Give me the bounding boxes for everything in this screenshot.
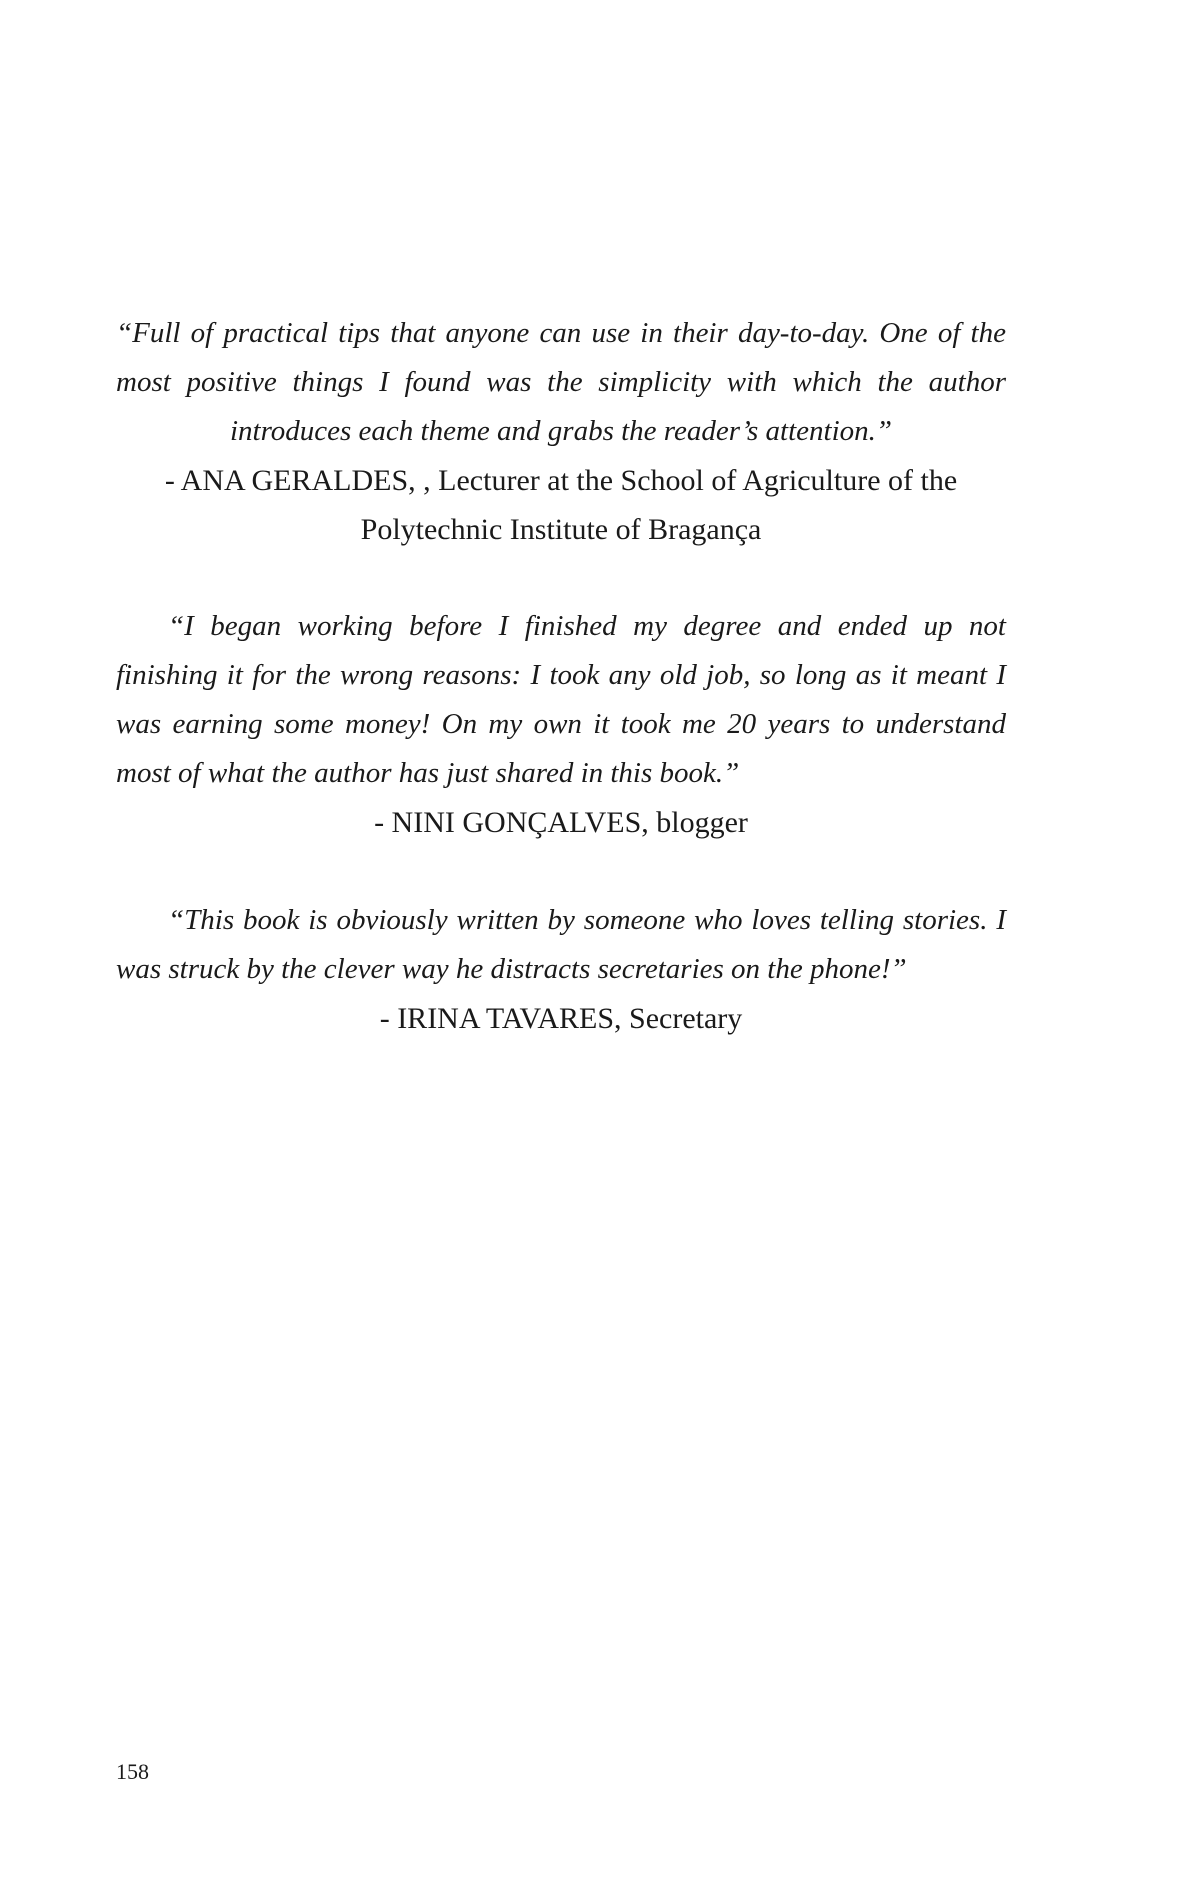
testimonial-quote: “Full of practical tips that anyone can use in their day-to-day. One of the most positive things I found was the simplicity with which the author introduces each theme and grabs the reader’s attention.” (116, 317, 1006, 447)
testimonial-quote: “This book is obviously written by someone who loves telling stories. I was struck by the clever way he distracts secretaries on the phone!” (116, 904, 1006, 985)
testimonial-nini-goncalves (116, 602, 1006, 847)
testimonial-irina-tavares (116, 896, 1006, 1043)
testimonial-attribution: - ANA GERALDES, , Lecturer at the School of Agriculture of the Polytechnic Institute of Bragança (164, 464, 958, 546)
testimonial-attribution: - IRINA TAVARES, Secretary (379, 1002, 743, 1035)
testimonial-ana-geraldes (116, 309, 1006, 554)
testimonial-quote: “I began working before I finished my degree and ended up not finishing it for the wrong reasons: I took any old job, so long as it meant I was earning some money! On my own it took me 20 years to understand most of what the author has just shared in this book.” (116, 610, 1006, 789)
page-number: 158 (116, 1759, 149, 1784)
testimonial-attribution: - NINI GONÇALVES, blogger (374, 806, 748, 839)
